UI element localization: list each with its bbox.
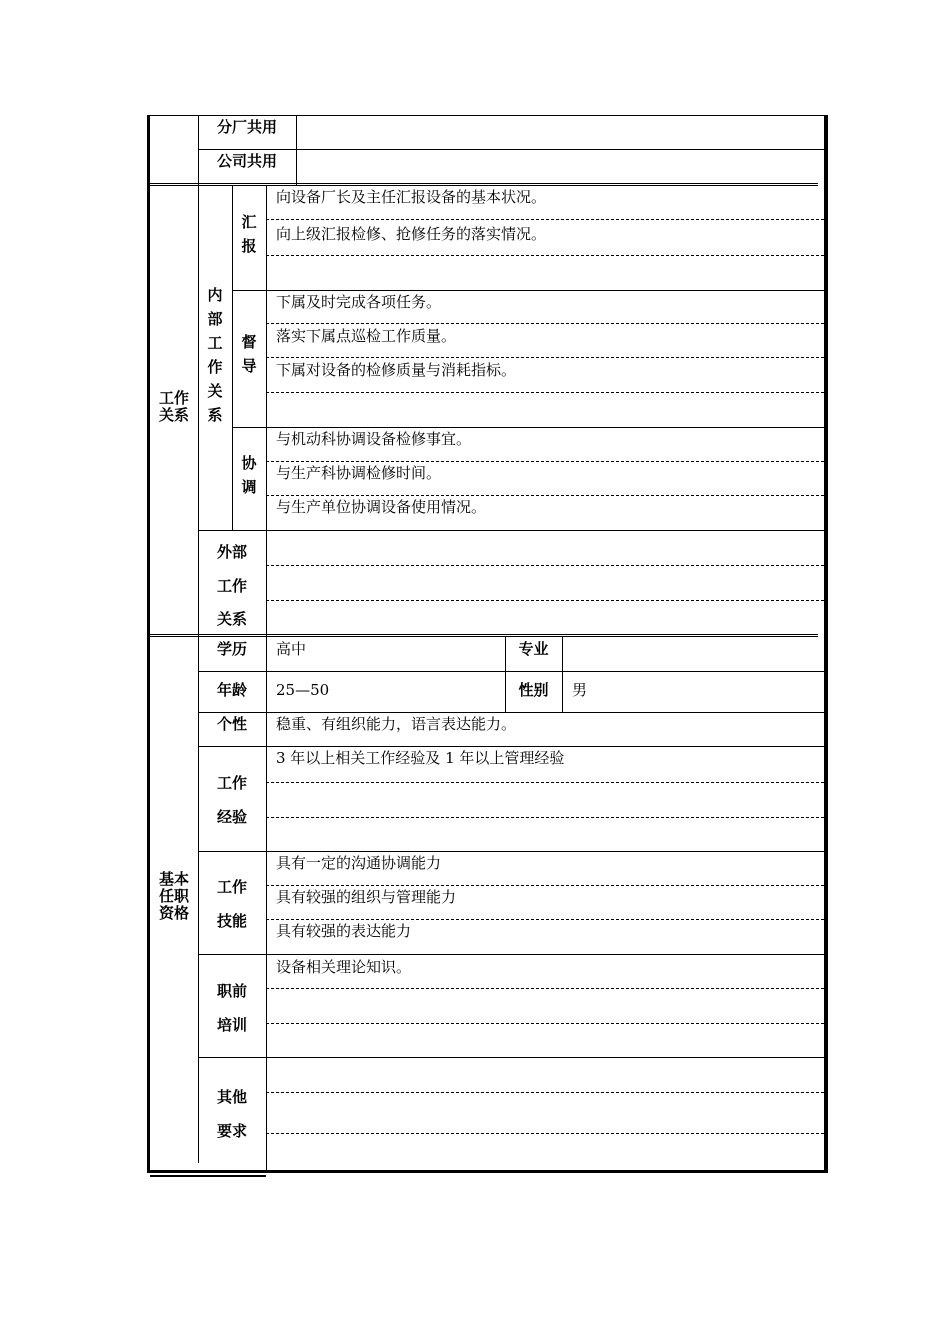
col-line-internal xyxy=(232,185,233,530)
gender-label: 性别 xyxy=(518,681,549,699)
col-line-top-value xyxy=(296,115,297,185)
skills-item: 具有较强的组织与管理能力 xyxy=(276,888,457,906)
qualifications-label-line: 任职 xyxy=(158,887,189,905)
external-label-line: 外部 xyxy=(216,543,247,561)
report-char: 报 xyxy=(241,237,257,255)
dash-line xyxy=(266,357,824,358)
training-label xyxy=(198,974,266,1042)
internal-relations-label xyxy=(205,283,225,427)
skills-label-line: 工作 xyxy=(216,878,247,896)
company-shared-label: 公司共用 xyxy=(216,152,277,170)
dash-line xyxy=(266,1133,824,1134)
skills-label-line: 技能 xyxy=(216,912,247,930)
skills-label xyxy=(198,870,266,938)
row-line-skills xyxy=(198,954,824,955)
supervise-item: 下属及时完成各项任务。 xyxy=(276,293,442,311)
major-label: 专业 xyxy=(518,640,549,658)
section-line-relations xyxy=(150,183,818,186)
dash-line xyxy=(266,782,824,783)
report-item: 向设备厂长及主任汇报设备的基本状况。 xyxy=(276,188,547,206)
qualifications-label-line: 资格 xyxy=(158,904,189,922)
dash-line xyxy=(266,1092,824,1093)
supervise-item: 落实下属点巡检工作质量。 xyxy=(276,327,457,345)
table-left-border xyxy=(147,115,150,1173)
dash-line xyxy=(266,255,824,256)
report-item: 向上级汇报检修、抢修任务的落实情况。 xyxy=(276,225,547,243)
dash-line xyxy=(266,495,824,496)
external-label-line: 工作 xyxy=(216,576,247,595)
other-label-line: 其他 xyxy=(216,1088,247,1106)
dash-line xyxy=(266,817,824,818)
coordinate-item: 与生产科协调检修时间。 xyxy=(276,464,442,482)
branch-shared-label: 分厂共用 xyxy=(216,118,277,136)
work-relations-label xyxy=(150,390,198,424)
education-label: 学历 xyxy=(216,640,247,658)
age-label: 年龄 xyxy=(216,681,247,699)
gender-value: 男 xyxy=(572,681,588,699)
dash-line xyxy=(266,1023,824,1024)
qualifications-label xyxy=(150,871,198,922)
experience-label-line: 经验 xyxy=(216,808,247,826)
internal-char: 内 xyxy=(207,286,223,304)
table-bottom-border xyxy=(150,1170,828,1173)
internal-char: 作 xyxy=(207,358,223,376)
row-line-personality xyxy=(198,746,824,747)
supervise-item: 下属对设备的检修质量与消耗指标。 xyxy=(276,361,517,379)
dash-line xyxy=(266,219,824,220)
personality-value: 稳重、有组织能力，语言表达能力。 xyxy=(276,715,517,733)
dash-line xyxy=(266,323,824,324)
supervise-char: 督 xyxy=(241,333,257,351)
training-value: 设备相关理论知识。 xyxy=(276,958,412,976)
dash-line xyxy=(266,461,824,462)
internal-char: 工 xyxy=(207,334,223,352)
row-line-age xyxy=(198,712,824,713)
external-relations-label xyxy=(198,536,266,637)
row-line-training xyxy=(198,1057,824,1058)
row-line-experience xyxy=(198,851,824,852)
dash-line xyxy=(266,988,824,989)
personality-label: 个性 xyxy=(216,715,247,733)
internal-char: 系 xyxy=(207,406,223,424)
row-line-1 xyxy=(198,149,824,150)
training-label-line: 职前 xyxy=(216,982,247,1000)
experience-value: 3 年以上相关工作经验及 1 年以上管理经验 xyxy=(276,749,565,767)
coordinate-char: 协 xyxy=(241,454,257,472)
dash-line xyxy=(266,600,824,601)
internal-char: 关 xyxy=(207,382,223,400)
supervise-char: 导 xyxy=(241,357,257,375)
table-top-border xyxy=(147,115,828,116)
row-line-education xyxy=(198,671,824,672)
experience-label xyxy=(198,766,266,834)
internal-char: 部 xyxy=(207,310,223,328)
skills-item: 具有一定的沟通协调能力 xyxy=(276,854,442,872)
row-line-internal-end xyxy=(198,530,824,531)
experience-label-line: 工作 xyxy=(216,774,247,792)
table-right-border xyxy=(824,115,828,1173)
coordinate-label xyxy=(239,451,259,499)
coordinate-item: 与机动科协调设备检修事宜。 xyxy=(276,430,472,448)
skills-item: 具有较强的表达能力 xyxy=(276,922,412,940)
table-bottom-border-accent xyxy=(150,1175,266,1177)
col-line-mid-2 xyxy=(562,636,563,712)
report-label xyxy=(239,210,259,258)
qualifications-label-line: 基本 xyxy=(158,870,189,888)
report-char: 汇 xyxy=(241,213,257,231)
supervise-label xyxy=(239,330,259,378)
work-relations-label-line2: 关系 xyxy=(158,406,189,424)
coordinate-item: 与生产单位协调设备使用情况。 xyxy=(276,498,487,516)
row-line-report-end xyxy=(232,290,824,291)
work-relations-label-line1: 工作 xyxy=(158,389,189,407)
other-requirements-label xyxy=(198,1080,266,1148)
education-value: 高中 xyxy=(276,640,307,658)
other-label-line: 要求 xyxy=(216,1122,247,1140)
dash-line xyxy=(266,565,824,566)
dash-line xyxy=(266,885,824,886)
row-line-supervise-end xyxy=(232,427,824,428)
coordinate-char: 调 xyxy=(241,478,257,496)
age-value: 25—50 xyxy=(276,681,330,699)
dash-line xyxy=(266,919,824,920)
external-label-line: 关系 xyxy=(216,610,247,628)
dash-line xyxy=(266,392,824,393)
training-label-line: 培训 xyxy=(216,1016,247,1034)
